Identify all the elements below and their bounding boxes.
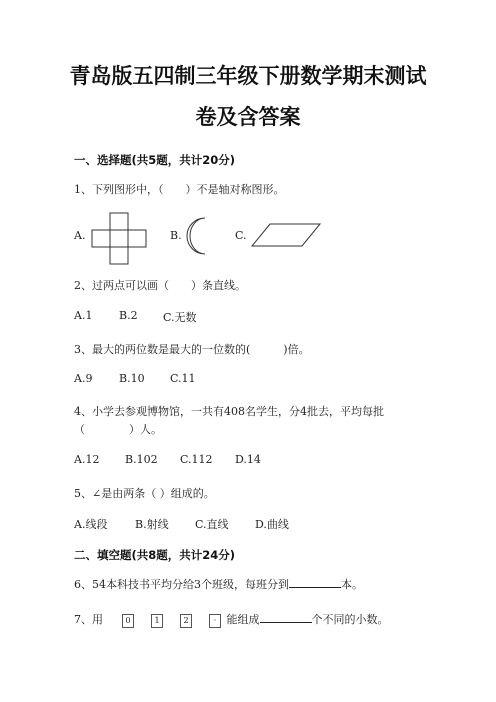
question-2: 2、过两点可以画（ ）条直线。: [74, 279, 246, 292]
question-6-text: 6、54本科技书平均分给3个班级，每班分到: [74, 578, 289, 591]
section-fill-heading: 二、填空题(共8题，共计24分): [74, 548, 236, 562]
decimal-point-card: ·: [209, 614, 221, 628]
answer-blank[interactable]: [260, 612, 312, 623]
q5-option-c: C.直线: [195, 518, 229, 531]
q2-option-c: C.无数: [163, 311, 197, 324]
q3-option-c: C.11: [170, 372, 196, 385]
question-5: 5、∠是由两条（ ）组成的。: [74, 487, 215, 500]
page-title-line2: 卷及含答案: [195, 105, 301, 129]
q1-option-a-label: A.: [74, 229, 86, 242]
crescent-shape-icon: [183, 216, 219, 256]
question-6-suffix: 本。: [341, 578, 363, 591]
question-7-mid: 能组成: [226, 613, 260, 626]
cross-shape-icon: [90, 212, 150, 266]
question-7-suffix: 个不同的小数。: [311, 613, 389, 626]
question-6: [74, 576, 363, 592]
section-choice-heading: 一、选择题(共5题，共计20分): [74, 153, 236, 167]
q5-option-b: B.射线: [135, 518, 169, 531]
q1-option-b-label: B.: [170, 229, 182, 242]
q5-option-d: D.曲线: [255, 518, 289, 531]
digit-card-1: 1: [151, 614, 163, 628]
question-3: 3、最大的两位数是最大的一位数的( )倍。: [74, 343, 310, 356]
digit-card-0: 0: [122, 614, 134, 628]
q2-option-a: A.1: [74, 309, 93, 322]
q2-option-b: B.2: [119, 309, 138, 322]
question-4-line1: 4、小学去参观博物馆，一共有408名学生，分4批去，平均每批: [74, 405, 384, 418]
question-1: 1、下列图形中，（ ）不是轴对称图形。: [74, 183, 285, 196]
page-title-line1: 青岛版五四制三年级下册数学期末测试: [69, 64, 427, 88]
q3-option-a: A.9: [74, 372, 93, 385]
q4-option-b: B.102: [125, 453, 158, 466]
q4-option-c: C.112: [180, 453, 213, 466]
question-4-line2: （ ）人。: [74, 423, 162, 436]
question-7: [74, 611, 389, 628]
question-7-prefix: 7、用: [74, 613, 103, 626]
q4-option-d: D.14: [235, 453, 261, 466]
q1-option-c-label: C.: [235, 229, 247, 242]
q5-option-a: A.线段: [74, 518, 108, 531]
answer-blank[interactable]: [289, 577, 341, 588]
q3-option-b: B.10: [119, 372, 145, 385]
q4-option-a: A.12: [74, 453, 100, 466]
parallelogram-shape-icon: [250, 222, 322, 248]
digit-card-2: 2: [180, 614, 192, 628]
